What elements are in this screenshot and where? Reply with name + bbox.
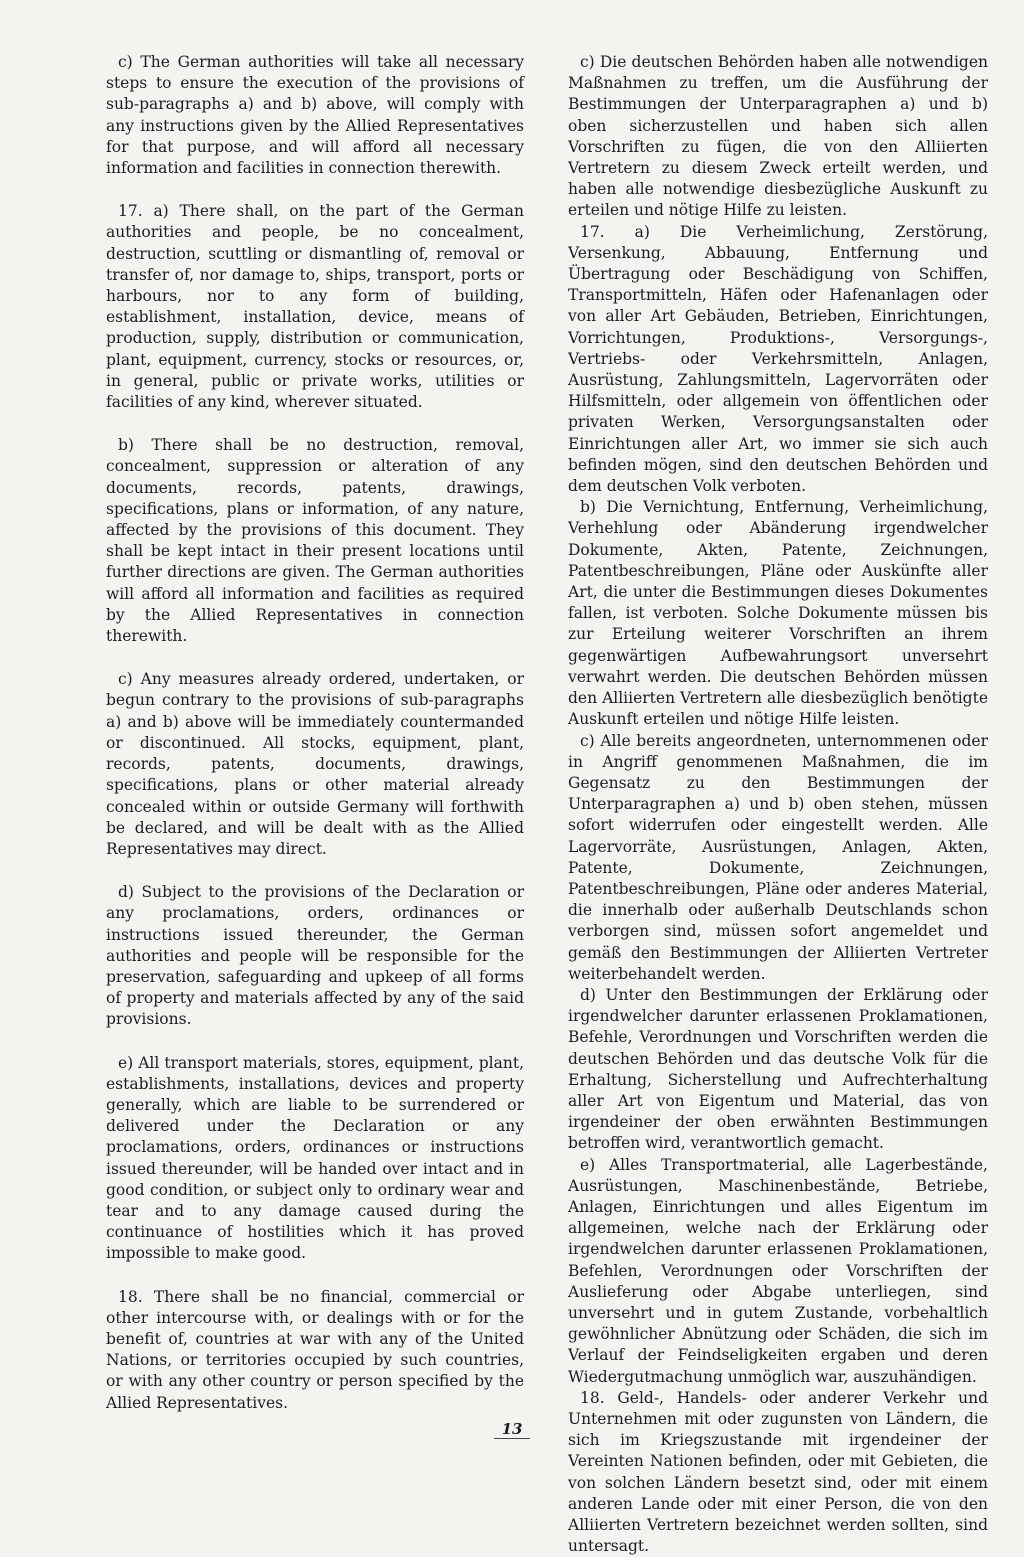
en-paragraph-17e: e) All transport materials, stores, equipment, plant, establishments, installations, devices and property generally, which are liable to be surrendered or delivered under the Declaration or any proclamations, orders, ordinances or instructions issued thereunder, will be handed over intact and in good condition, or subject only to ordinary wear and tear and to any damage caused during the continuance of hostilities which it has proved impossible to make good. [106, 1053, 524, 1263]
german-column [568, 52, 988, 1557]
en-paragraph-17d: d) Subject to the provisions of the Declaration or any proclamations, orders, ordinances or instructions issued thereunder, the German authorities and people will be responsible for the preservation, safeguarding and upkeep of all forms of property and materials affected by any of the said provisions. [106, 883, 524, 1029]
de-paragraph-17e: e) Alles Transportmaterial, alle Lagerbestände, Ausrüstungen, Maschinenbestände, Betriebe, Anlagen, Einrichtungen und alles Eigentum im allgemeinen, welche nach der Erklärung oder irgendwelchen darunter erlassenen Proklamationen, Befehlen, Verordnungen oder Vorschriften der Auslieferung oder Abgabe unterliegen, sind unversehrt und in gutem Zustande, vorbehaltlich gewöhnlicher Abnützung oder Schäden, die sich im Verlauf der Feindseligkeiten ergaben und deren Wiedergutmachung unmöglich war, auszuhändigen. [568, 1155, 988, 1386]
en-paragraph-17c: c) Any measures already ordered, undertaken, or begun contrary to the provisions of sub-paragraphs a) and b) above will be immediately countermanded or discontinued. All stocks, equipment, plant, records, patents, documents, drawings, specifications, plans or other material already concealed within or outside Germany will forthwith be declared, and will be dealt with as the Allied Representatives may direct. [106, 670, 524, 858]
page-number-footer [0, 1420, 1024, 1438]
de-paragraph-17c: c) Alle bereits angeordneten, unternommenen oder in Angriff genommenen Maßnahmen, die im Gegensatz zu den Bestimmungen der Unterparagraphen a) und b) oben stehen, müssen sofort widerrufen oder eingestellt werden. Alle Lagervorräte, Ausrüstungen, Anlagen, Akten, Patente, Dokumente, Zeichnungen, Patentbeschreibungen, Pläne oder anderes Material, die innerhalb oder außerhalb Deutschlands schon verborgen sind, müssen sofort angemeldet und gemäß den Bestimmungen der Alliierten Vertreter weiterbehandelt werden. [568, 731, 988, 983]
page-number: 13 [494, 1420, 531, 1439]
de-paragraph-17a: 17. a) Die Verheimlichung, Zerstörung, Versenkung, Abbauung, Entfernung und Übertragung oder Beschädigung von Schiffen, Transportmitteln, Häfen oder Hafenanlagen oder von aller Art Gebäuden, Betrieben, Einrichtungen, Vorrichtungen, Produktions-, Versorgungs-, Vertriebs- oder Verkehrsmitteln, Anlagen, Ausrüstung, Zahlungsmitteln, Lagervorräten oder Hilfsmitteln, oder allgemein von öffentlichen oder privaten Werken, Versorgungsanstalten oder Einrichtungen aller Art, wo immer sie sich auch befinden mögen, sind den deutschen Behörden und dem deutschen Volk verboten. [568, 222, 988, 496]
de-paragraph-17b: b) Die Vernichtung, Entfernung, Verheimlichung, Verhehlung oder Abänderung irgendwelcher Dokumente, Akten, Patente, Zeichnungen, Patentbeschreibungen, Pläne oder Auskünfte aller Art, die unter die Bestimmungen dieses Dokumentes fallen, ist verboten. Solche Dokumente müssen bis zur Erteilung weiterer Vorschriften an ihrem gegenwärtigen Aufbewahrungsort unversehrt verwahrt werden. Die deutschen Behörden müssen den Alliierten Vertretern alle diesbezüglich benötigte Auskunft erteilen und nötige Hilfe leisten. [568, 498, 988, 729]
english-column [106, 52, 524, 1436]
de-paragraph-17d: d) Unter den Bestimmungen der Erklärung oder irgendwelcher darunter erlassenen Proklamationen, Befehle, Verordnungen und Vorschriften werden die deutschen Behörden und das deutsche Volk für die Erhaltung, Sicherstellung und Aufrechterhaltung aller Art von Eigentum und Material, das von irgendeiner der oben erwähnten Bestimmungen betroffen wird, verantwortlich gemacht. [568, 985, 988, 1153]
en-paragraph-17b: b) There shall be no destruction, removal, concealment, suppression or alteration of any documents, records, patents, drawings, specifications, plans or information, of any nature, affected by the provisions of this document. They shall be kept intact in their present locations until further directions are given. The German authorities will afford all information and facilities as required by the Allied Representatives in connection therewith. [106, 436, 524, 646]
en-paragraph-18: 18. There shall be no financial, commercial or other intercourse with, or dealings with or for the benefit of, countries at war with any of the United Nations, or territories occupied by such countries, or with any other country or person specified by the Allied Representatives. [106, 1287, 524, 1412]
de-paragraph-18: 18. Geld-, Handels- oder anderer Verkehr und Unternehmen mit oder zugunsten von Ländern, die sich im Kriegszustande mit irgendeiner der Vereinten Nationen befinden, oder mit Gebieten, die von solchen Ländern besetzt sind, oder mit einem anderen Lande oder mit einer Person, die von den Alliierten Vertretern bezeichnet werden sollten, sind untersagt. [568, 1388, 988, 1556]
de-paragraph-16c: c) Die deutschen Behörden haben alle notwendigen Maßnahmen zu treffen, um die Ausführung der Bestimmungen der Unterparagraphen a) und b) oben sicherzustellen und haben sich allen Vorschriften zu fügen, die von den Alliierten Vertretern zu diesem Zweck erteilt werden, und haben alle notwendige diesbezügliche Auskunft zu erteilen und nötige Hilfe zu leisten. [568, 53, 988, 220]
en-paragraph-16c: c) The German authorities will take all necessary steps to ensure the execution of the provisions of sub-paragraphs a) and b) above, will comply with any instructions given by the Allied Representatives for that purpose, and will afford all necessary information and facilities in connection therewith. [106, 53, 524, 178]
en-paragraph-17a: 17. a) There shall, on the part of the German authorities and people, be no concealment, destruction, scuttling or dismantling of, removal or transfer of, nor damage to, ships, transport, ports or harbours, nor to any form of building, establishment, installation, device, means of production, supply, distribution or communication, plant, equipment, currency, stocks or resources, or, in general, public or private works, utilities or facilities of any kind, wherever situated. [106, 202, 524, 412]
